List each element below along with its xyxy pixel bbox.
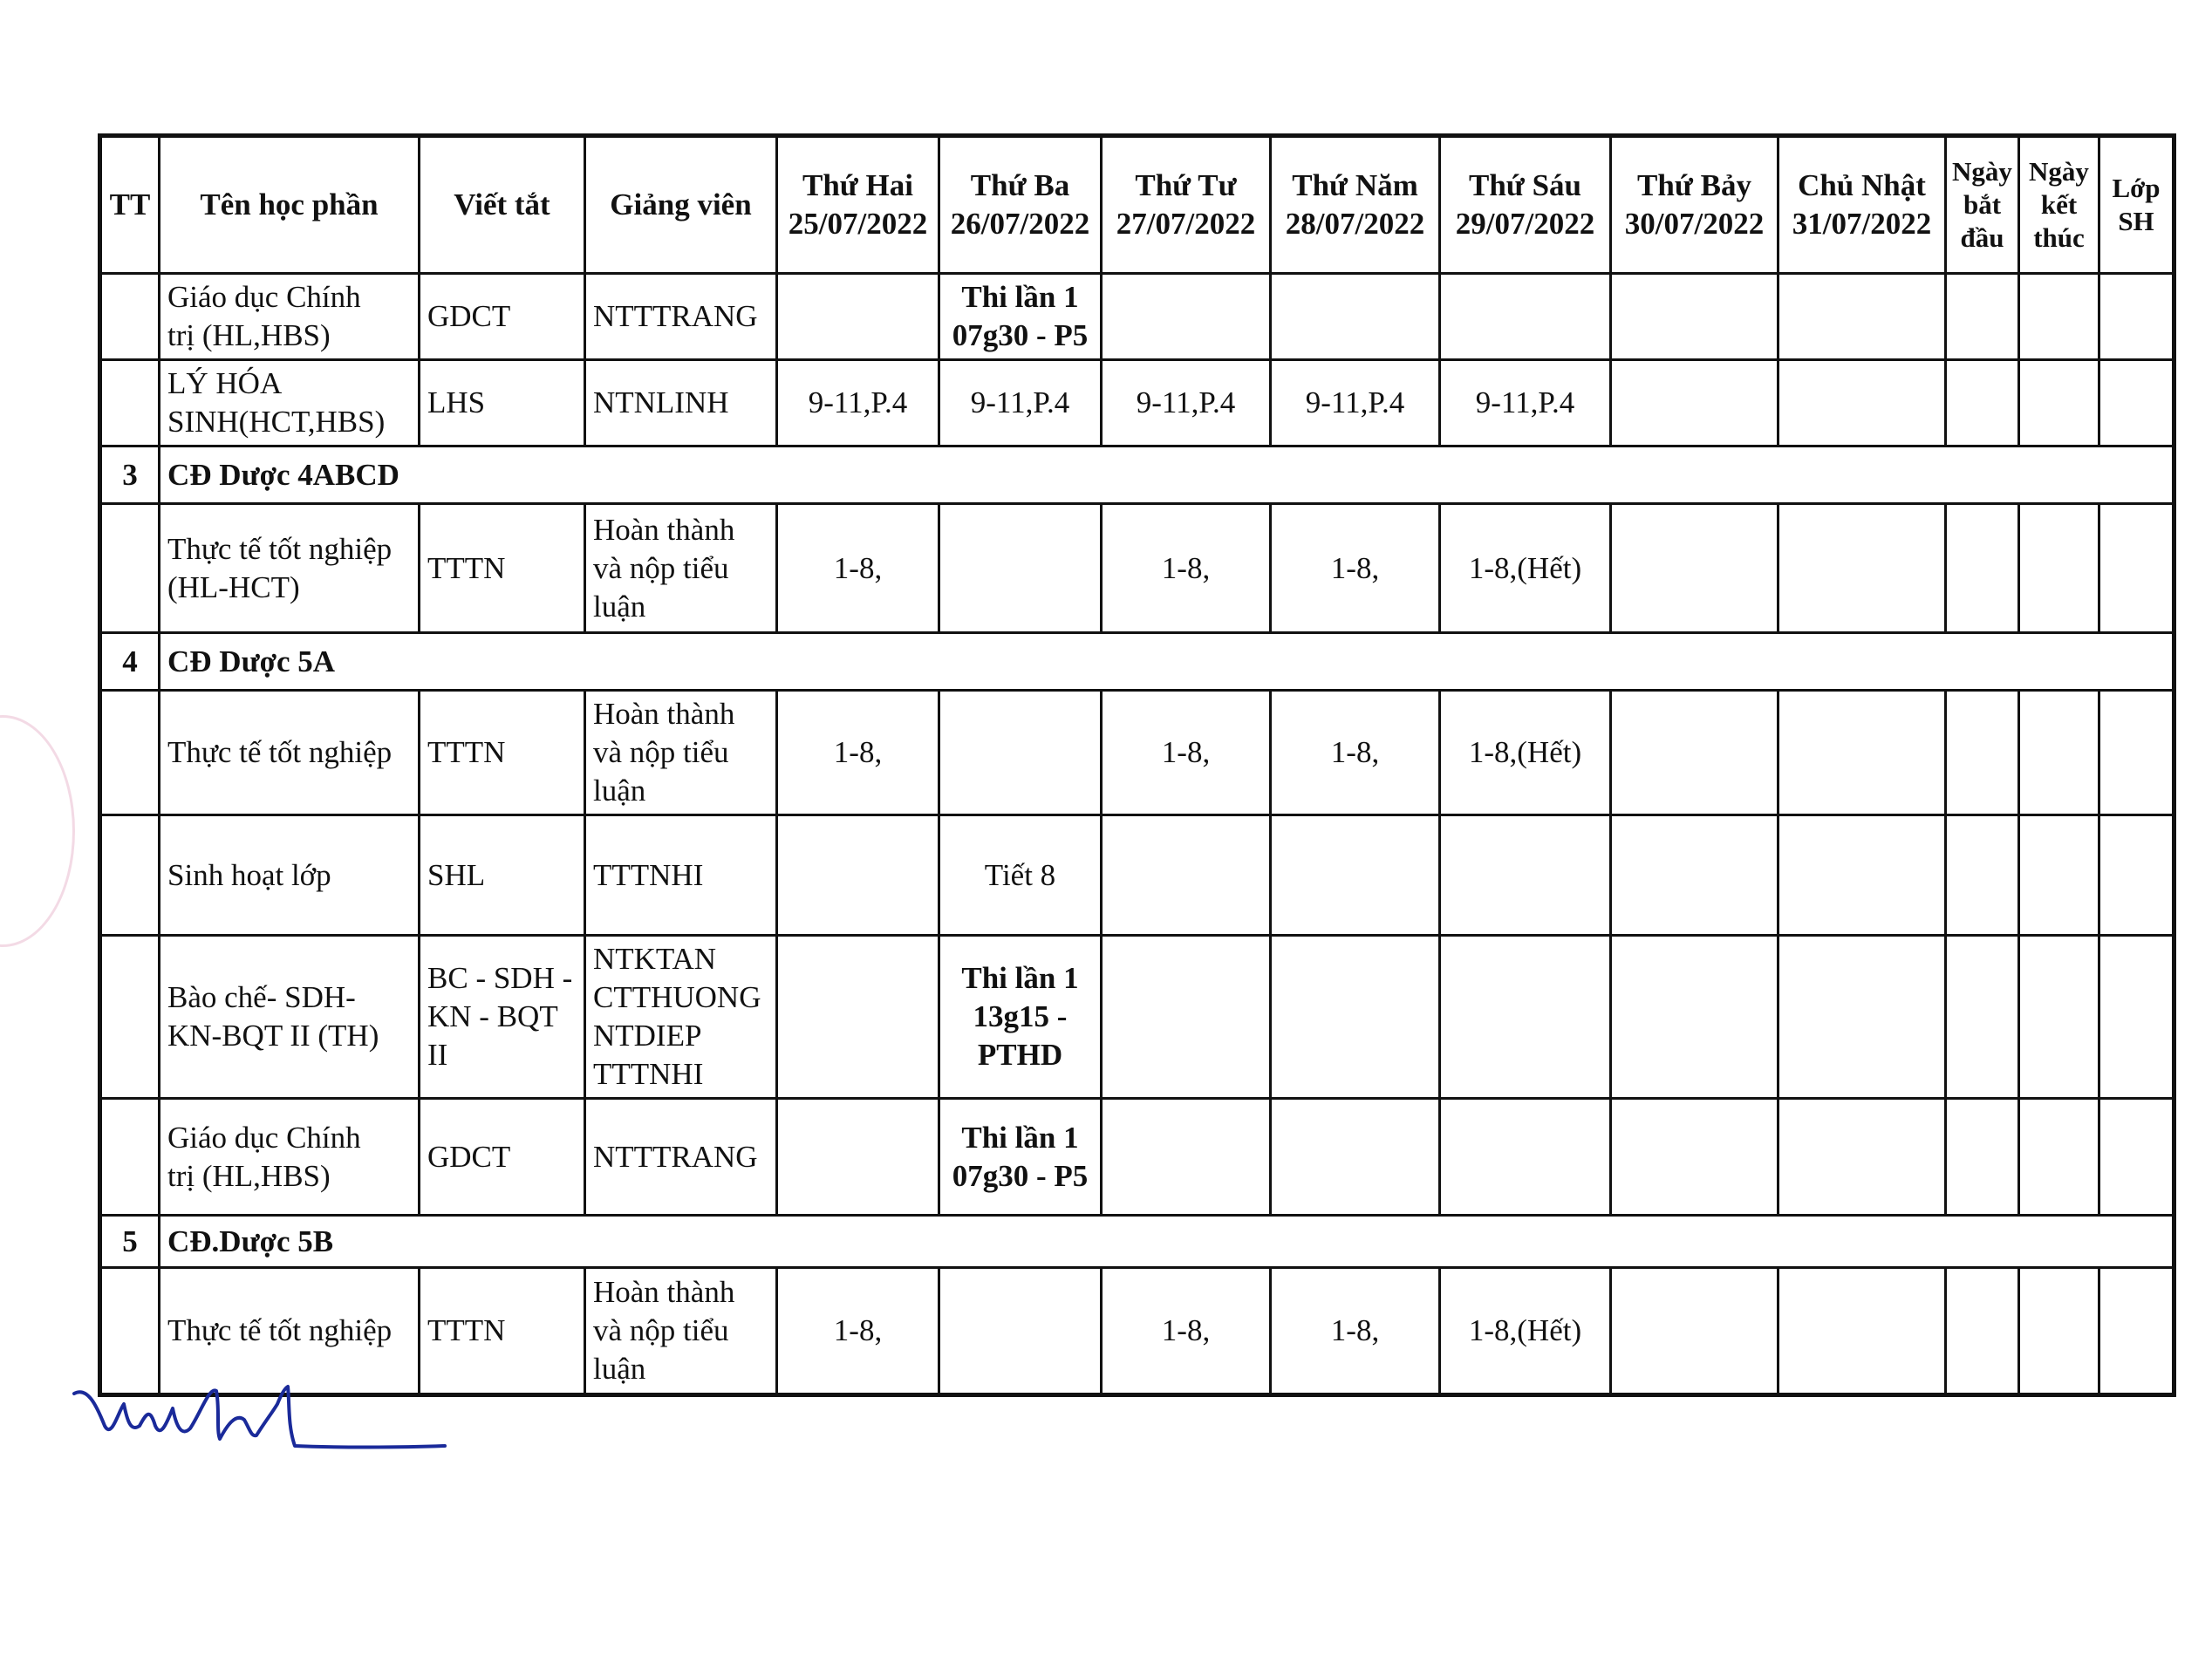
- table-row: [100, 274, 2174, 360]
- abbr-cell: GDCT: [420, 274, 585, 360]
- schedule-cell: 1-8,(Hết): [1440, 1268, 1611, 1395]
- schedule-cell: 9-11,P.4: [1102, 360, 1271, 446]
- header-teacher: Giảng viên: [585, 136, 777, 274]
- abbr-cell: LHS: [420, 360, 585, 446]
- header-saturday: Thứ Bảy 30/07/2022: [1611, 136, 1778, 274]
- header-tt: TT: [100, 136, 160, 274]
- subject-cell: Thực tế tốt nghiệp: [160, 691, 420, 815]
- teacher-cell: NTKTAN CTTHUONG NTDIEP TTTNHI: [585, 936, 777, 1099]
- teacher-cell: Hoàn thành và nộp tiểu luận: [585, 1268, 777, 1395]
- schedule-cell: 1-8,(Hết): [1440, 504, 1611, 633]
- header-thursday: Thứ Năm 28/07/2022: [1271, 136, 1440, 274]
- schedule-cell: 1-8,: [1102, 504, 1271, 633]
- teacher-cell: Hoàn thành và nộp tiểu luận: [585, 504, 777, 633]
- table-row: [100, 504, 2174, 633]
- schedule-cell: 1-8,: [1271, 504, 1440, 633]
- schedule-cell: 1-8,: [1102, 691, 1271, 815]
- header-abbr: Viết tắt: [420, 136, 585, 274]
- schedule-cell: 1-8,: [777, 1268, 939, 1395]
- schedule-cell: Tiết 8: [939, 815, 1102, 936]
- subject-cell: Thực tế tốt nghiệp: [160, 1268, 420, 1395]
- teacher-cell: NTNLINH: [585, 360, 777, 446]
- abbr-cell: BC - SDH - KN - BQT II: [420, 936, 585, 1099]
- subject-cell: Thực tế tốt nghiệp (HL-HCT): [160, 504, 420, 633]
- subject-cell: Bào chế- SDH- KN-BQT II (TH): [160, 936, 420, 1099]
- schedule-cell: 9-11,P.4: [1440, 360, 1611, 446]
- schedule-cell: 1-8,: [1102, 1268, 1271, 1395]
- abbr-cell: TTTN: [420, 1268, 585, 1395]
- table-row: [100, 360, 2174, 446]
- schedule-cell: 9-11,P.4: [777, 360, 939, 446]
- teacher-cell: Hoàn thành và nộp tiểu luận: [585, 691, 777, 815]
- schedule-cell: 1-8,: [1271, 691, 1440, 815]
- table-row: [100, 936, 2174, 1099]
- group-title: CĐ Dược 4ABCD: [160, 446, 2174, 504]
- header-tuesday: Thứ Ba 26/07/2022: [939, 136, 1102, 274]
- group-title: CĐ Dược 5A: [160, 633, 2174, 691]
- header-row: [100, 136, 2174, 274]
- teacher-cell: TTTNHI: [585, 815, 777, 936]
- table-row: [100, 1268, 2174, 1395]
- subject-cell: LÝ HÓA SINH(HCT,HBS): [160, 360, 420, 446]
- group-number: 5: [100, 1216, 160, 1268]
- schedule-cell: 1-8,: [777, 504, 939, 633]
- table-row: [100, 1099, 2174, 1216]
- header-subject: Tên học phần: [160, 136, 420, 274]
- schedule-cell: Thi lần 1 07g30 - P5: [939, 1099, 1102, 1216]
- header-wednesday: Thứ Tư 27/07/2022: [1102, 136, 1271, 274]
- header-monday: Thứ Hai 25/07/2022: [777, 136, 939, 274]
- abbr-cell: TTTN: [420, 504, 585, 633]
- group-number: 4: [100, 633, 160, 691]
- group-number: 3: [100, 446, 160, 504]
- schedule-cell: 9-11,P.4: [939, 360, 1102, 446]
- teacher-cell: NTTTRANG: [585, 274, 777, 360]
- stamp-mark: [0, 715, 75, 947]
- group-title: CĐ.Dược 5B: [160, 1216, 2174, 1268]
- schedule-table: [98, 133, 2176, 1397]
- teacher-cell: NTTTRANG: [585, 1099, 777, 1216]
- group-row: [100, 633, 2174, 691]
- schedule-cell: Thi lần 1 07g30 - P5: [939, 274, 1102, 360]
- subject-cell: Giáo dục Chính trị (HL,HBS): [160, 1099, 420, 1216]
- group-row: [100, 446, 2174, 504]
- header-class-sh: Lớp SH: [2099, 136, 2174, 274]
- table-row: [100, 815, 2174, 936]
- abbr-cell: SHL: [420, 815, 585, 936]
- abbr-cell: GDCT: [420, 1099, 585, 1216]
- schedule-cell: 1-8,: [1271, 1268, 1440, 1395]
- schedule-cell: 9-11,P.4: [1271, 360, 1440, 446]
- schedule-cell: 1-8,(Hết): [1440, 691, 1611, 815]
- schedule-cell: 1-8,: [777, 691, 939, 815]
- signature: [70, 1378, 454, 1456]
- header-sunday: Chủ Nhật 31/07/2022: [1778, 136, 1946, 274]
- abbr-cell: TTTN: [420, 691, 585, 815]
- header-end-date: Ngày kết thúc: [2019, 136, 2099, 274]
- subject-cell: Giáo dục Chính trị (HL,HBS): [160, 274, 420, 360]
- header-start-date: Ngày bắt đầu: [1946, 136, 2019, 274]
- schedule-cell: Thi lần 1 13g15 - PTHD: [939, 936, 1102, 1099]
- header-friday: Thứ Sáu 29/07/2022: [1440, 136, 1611, 274]
- group-row: [100, 1216, 2174, 1268]
- subject-cell: Sinh hoạt lớp: [160, 815, 420, 936]
- table-row: [100, 691, 2174, 815]
